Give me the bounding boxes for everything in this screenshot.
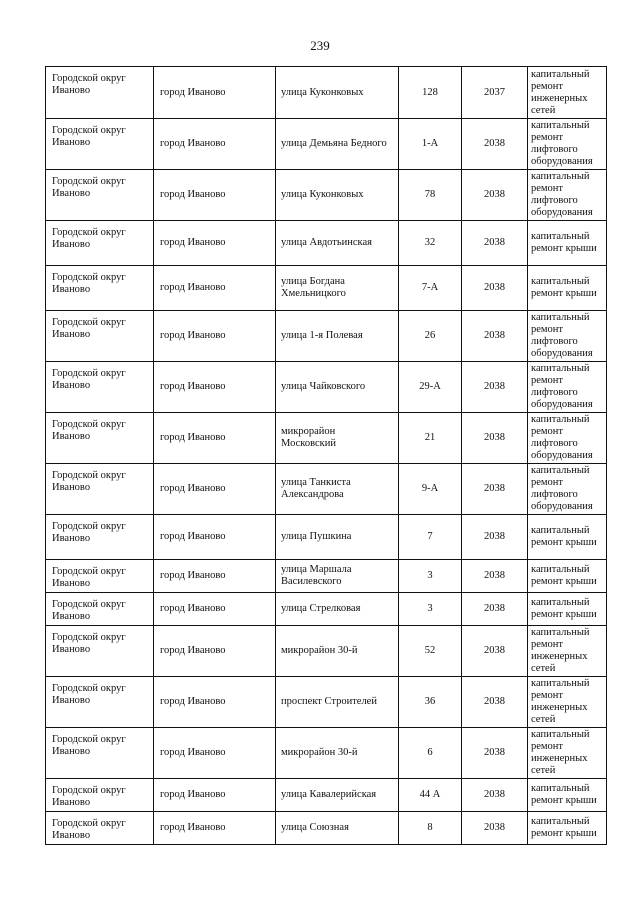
cell-settlement [154, 515, 276, 560]
cell-house-number-text: 6 [427, 747, 433, 758]
cell-municipality-text: Городской округ Иваново [52, 521, 126, 544]
cell-work-type [528, 464, 607, 515]
cell-settlement-text: город Иваново [160, 138, 226, 149]
cell-municipality [46, 728, 154, 779]
cell-work-type [528, 593, 607, 626]
cell-settlement [154, 626, 276, 677]
cell-municipality [46, 677, 154, 728]
cell-house-number [399, 728, 462, 779]
cell-settlement [154, 728, 276, 779]
cell-year-text: 2038 [484, 330, 505, 341]
cell-street [276, 593, 399, 626]
cell-year-text: 2038 [484, 282, 505, 293]
cell-street [276, 626, 399, 677]
table-row [46, 464, 607, 515]
cell-work-type [528, 677, 607, 728]
cell-work-type-text: капитальный ремонт крыши [531, 597, 597, 620]
cell-settlement [154, 119, 276, 170]
cell-settlement-text: город Иваново [160, 789, 226, 800]
cell-work-type [528, 560, 607, 593]
cell-year [462, 464, 528, 515]
cell-settlement-text: город Иваново [160, 189, 226, 200]
cell-settlement-text: город Иваново [160, 282, 226, 293]
cell-work-type-text: капитальный ремонт крыши [531, 783, 597, 806]
table-row [46, 626, 607, 677]
cell-municipality [46, 779, 154, 812]
capital-repair-table [45, 66, 607, 845]
cell-year [462, 626, 528, 677]
table-row [46, 560, 607, 593]
cell-municipality-text: Городской округ Иваново [52, 125, 126, 148]
cell-municipality-text: Городской округ Иваново [52, 73, 126, 96]
cell-house-number-text: 7 [427, 531, 433, 542]
cell-house-number [399, 266, 462, 311]
cell-street [276, 560, 399, 593]
page-number: 239 [310, 38, 330, 53]
cell-municipality [46, 266, 154, 311]
cell-street [276, 677, 399, 728]
cell-year [462, 119, 528, 170]
cell-street-text: улица Союзная [281, 822, 349, 833]
cell-house-number [399, 779, 462, 812]
cell-settlement-text: город Иваново [160, 381, 226, 392]
cell-settlement [154, 221, 276, 266]
cell-settlement-text: город Иваново [160, 432, 226, 443]
cell-house-number-text: 7-А [421, 282, 439, 293]
cell-municipality-text: Городской округ Иваново [52, 176, 126, 199]
cell-municipality [46, 170, 154, 221]
cell-municipality [46, 560, 154, 593]
cell-year-text: 2037 [484, 86, 505, 98]
cell-municipality [46, 515, 154, 560]
cell-house-number-text: 3 [427, 603, 433, 614]
cell-house-number [399, 311, 462, 362]
cell-settlement [154, 311, 276, 362]
cell-work-type-text: капитальный ремонт крыши [531, 276, 597, 299]
cell-street-text: улица Пушкина [281, 531, 352, 542]
cell-street-text: микрорайон Московский [281, 426, 336, 449]
table-row [46, 67, 607, 119]
cell-house-number-text: 44 А [419, 789, 441, 800]
table-body [46, 67, 607, 845]
cell-municipality-text: Городской округ Иваново [52, 272, 126, 295]
cell-street [276, 812, 399, 845]
cell-settlement-text: город Иваново [160, 747, 226, 758]
cell-work-type-text: капитальный ремонт крыши [531, 564, 597, 587]
cell-house-number [399, 812, 462, 845]
cell-settlement [154, 779, 276, 812]
cell-street-text: улица Богдана Хмельницкого [281, 276, 346, 299]
cell-street-text: проспект Строителей [281, 696, 377, 707]
cell-work-type [528, 67, 607, 119]
cell-year [462, 593, 528, 626]
cell-street-text: улица Стрелковая [281, 603, 361, 614]
cell-street-text: улица Танкиста Александрова [281, 477, 351, 500]
cell-house-number-text: 26 [424, 330, 436, 341]
cell-house-number [399, 119, 462, 170]
cell-house-number-text: 32 [424, 237, 436, 248]
cell-work-type-text: капитальный ремонт крыши [531, 525, 597, 548]
cell-settlement-text: город Иваново [160, 645, 226, 656]
cell-year [462, 221, 528, 266]
cell-work-type-text: капитальный ремонт инженерных сетей [531, 68, 590, 116]
cell-work-type-text: капитальный ремонт лифтового оборудования [531, 312, 593, 359]
cell-work-type-text: капитальный ремонт лифтового оборудования [531, 120, 593, 167]
cell-work-type [528, 728, 607, 779]
cell-work-type-text: капитальный ремонт лифтового оборудования [531, 171, 593, 218]
table-row [46, 779, 607, 812]
cell-house-number-text: 52 [424, 645, 436, 656]
cell-settlement-text: город Иваново [160, 603, 226, 614]
table-row [46, 170, 607, 221]
table-row [46, 413, 607, 464]
cell-street-text: улица Демьяна Бедного [281, 138, 387, 149]
cell-municipality-text: Городской округ Иваново [52, 317, 126, 340]
cell-settlement-text: город Иваново [160, 330, 226, 341]
cell-house-number-text: 3 [427, 570, 433, 581]
cell-settlement [154, 812, 276, 845]
cell-municipality [46, 593, 154, 626]
cell-house-number-text: 21 [424, 432, 436, 443]
cell-work-type [528, 626, 607, 677]
cell-year [462, 266, 528, 311]
cell-work-type [528, 812, 607, 845]
cell-settlement-text: город Иваново [160, 237, 226, 248]
cell-year-text: 2038 [484, 531, 505, 542]
cell-street [276, 67, 399, 119]
cell-settlement-text: город Иваново [160, 483, 226, 494]
cell-work-type-text: капитальный ремонт лифтового оборудования [531, 414, 593, 461]
cell-work-type-text: капитальный ремонт крыши [531, 816, 597, 839]
cell-house-number [399, 593, 462, 626]
cell-street-text: улица Куконковых [281, 189, 364, 200]
cell-street [276, 362, 399, 413]
cell-municipality-text: Городской округ Иваново [52, 632, 126, 655]
table-row [46, 362, 607, 413]
cell-house-number-text: 8 [427, 822, 433, 833]
cell-year [462, 779, 528, 812]
cell-year-text: 2038 [484, 747, 505, 758]
cell-settlement-text: город Иваново [160, 570, 226, 581]
cell-municipality-text: Городской округ Иваново [52, 470, 126, 493]
cell-year-text: 2038 [484, 822, 505, 833]
cell-street [276, 464, 399, 515]
cell-house-number-text: 9-А [421, 483, 439, 494]
cell-work-type-text: капитальный ремонт инженерных сетей [531, 627, 590, 674]
cell-municipality-text: Городской округ Иваново [52, 227, 126, 250]
cell-municipality-text: Городской округ Иваново [52, 566, 126, 589]
cell-house-number-text: 29-А [419, 381, 441, 392]
cell-settlement [154, 413, 276, 464]
cell-settlement [154, 362, 276, 413]
cell-year [462, 170, 528, 221]
cell-municipality [46, 362, 154, 413]
cell-year-text: 2038 [484, 381, 505, 392]
cell-year-text: 2038 [484, 138, 505, 149]
cell-street [276, 728, 399, 779]
cell-street-text: микрорайон 30-й [281, 747, 358, 758]
table-row [46, 311, 607, 362]
cell-year-text: 2038 [484, 189, 505, 200]
cell-street [276, 311, 399, 362]
cell-year-text: 2038 [484, 432, 505, 443]
table-row [46, 266, 607, 311]
cell-house-number-text: 1-А [421, 138, 439, 149]
cell-street-text: улица Куконковых [281, 86, 364, 98]
table-row [46, 812, 607, 845]
cell-year-text: 2038 [484, 789, 505, 800]
cell-house-number [399, 362, 462, 413]
cell-year [462, 812, 528, 845]
cell-house-number [399, 677, 462, 728]
cell-street-text: микрорайон 30-й [281, 645, 358, 656]
cell-year [462, 560, 528, 593]
table-row [46, 593, 607, 626]
table-row [46, 221, 607, 266]
cell-year-text: 2038 [484, 696, 505, 707]
table-row [46, 677, 607, 728]
cell-year [462, 728, 528, 779]
cell-settlement-text: город Иваново [160, 531, 226, 542]
cell-settlement [154, 67, 276, 119]
cell-street-text: улица Авдотьинская [281, 237, 372, 248]
cell-year-text: 2038 [484, 570, 505, 581]
cell-municipality-text: Городской округ Иваново [52, 734, 126, 757]
cell-street-text: улица Кавалерийская [281, 789, 377, 800]
cell-municipality [46, 311, 154, 362]
cell-work-type [528, 311, 607, 362]
cell-year [462, 362, 528, 413]
cell-street-text: улица 1-я Полевая [281, 330, 363, 341]
cell-year [462, 413, 528, 464]
cell-work-type-text: капитальный ремонт инженерных сетей [531, 729, 590, 776]
cell-house-number [399, 170, 462, 221]
cell-settlement [154, 593, 276, 626]
cell-municipality-text: Городской округ Иваново [52, 368, 126, 391]
cell-year [462, 67, 528, 119]
cell-year [462, 677, 528, 728]
cell-work-type [528, 413, 607, 464]
cell-work-type [528, 266, 607, 311]
cell-municipality-text: Городской округ Иваново [52, 683, 126, 706]
cell-street [276, 779, 399, 812]
cell-work-type [528, 221, 607, 266]
cell-municipality [46, 221, 154, 266]
cell-street-text: улица Маршала Василевского [281, 564, 352, 587]
cell-street-text: улица Чайковского [281, 381, 366, 392]
cell-house-number-text: 78 [424, 189, 436, 200]
cell-municipality [46, 119, 154, 170]
cell-year [462, 311, 528, 362]
cell-work-type-text: капитальный ремонт инженерных сетей [531, 678, 590, 725]
cell-house-number [399, 67, 462, 119]
cell-house-number [399, 413, 462, 464]
cell-street [276, 515, 399, 560]
cell-work-type [528, 170, 607, 221]
cell-work-type [528, 779, 607, 812]
cell-settlement-text: город Иваново [160, 696, 226, 707]
cell-settlement-text: город Иваново [160, 86, 226, 98]
cell-street [276, 266, 399, 311]
cell-house-number-text: 128 [422, 86, 438, 98]
cell-work-type-text: капитальный ремонт лифтового оборудования [531, 465, 593, 512]
cell-municipality-text: Городской округ Иваново [52, 785, 126, 808]
cell-municipality [46, 67, 154, 119]
cell-settlement [154, 464, 276, 515]
table-row [46, 515, 607, 560]
cell-work-type-text: капитальный ремонт лифтового оборудования [531, 363, 593, 410]
cell-street [276, 413, 399, 464]
cell-municipality [46, 464, 154, 515]
cell-municipality-text: Городской округ Иваново [52, 599, 126, 622]
cell-municipality [46, 413, 154, 464]
cell-municipality [46, 812, 154, 845]
table-row [46, 728, 607, 779]
cell-year-text: 2038 [484, 603, 505, 614]
cell-street [276, 170, 399, 221]
cell-work-type [528, 515, 607, 560]
cell-work-type [528, 362, 607, 413]
cell-house-number [399, 515, 462, 560]
cell-year-text: 2038 [484, 237, 505, 248]
cell-municipality-text: Городской округ Иваново [52, 419, 126, 442]
cell-municipality-text: Городской округ Иваново [52, 818, 126, 841]
cell-work-type-text: капитальный ремонт крыши [531, 231, 597, 254]
cell-settlement [154, 170, 276, 221]
cell-house-number [399, 464, 462, 515]
cell-house-number [399, 560, 462, 593]
cell-street [276, 221, 399, 266]
cell-municipality [46, 626, 154, 677]
cell-settlement-text: город Иваново [160, 822, 226, 833]
cell-year-text: 2038 [484, 645, 505, 656]
cell-settlement [154, 677, 276, 728]
cell-year [462, 515, 528, 560]
cell-house-number [399, 221, 462, 266]
cell-street [276, 119, 399, 170]
cell-settlement [154, 560, 276, 593]
cell-house-number-text: 36 [424, 696, 436, 707]
cell-settlement [154, 266, 276, 311]
cell-year-text: 2038 [484, 483, 505, 494]
table-row [46, 119, 607, 170]
cell-work-type [528, 119, 607, 170]
cell-house-number [399, 626, 462, 677]
